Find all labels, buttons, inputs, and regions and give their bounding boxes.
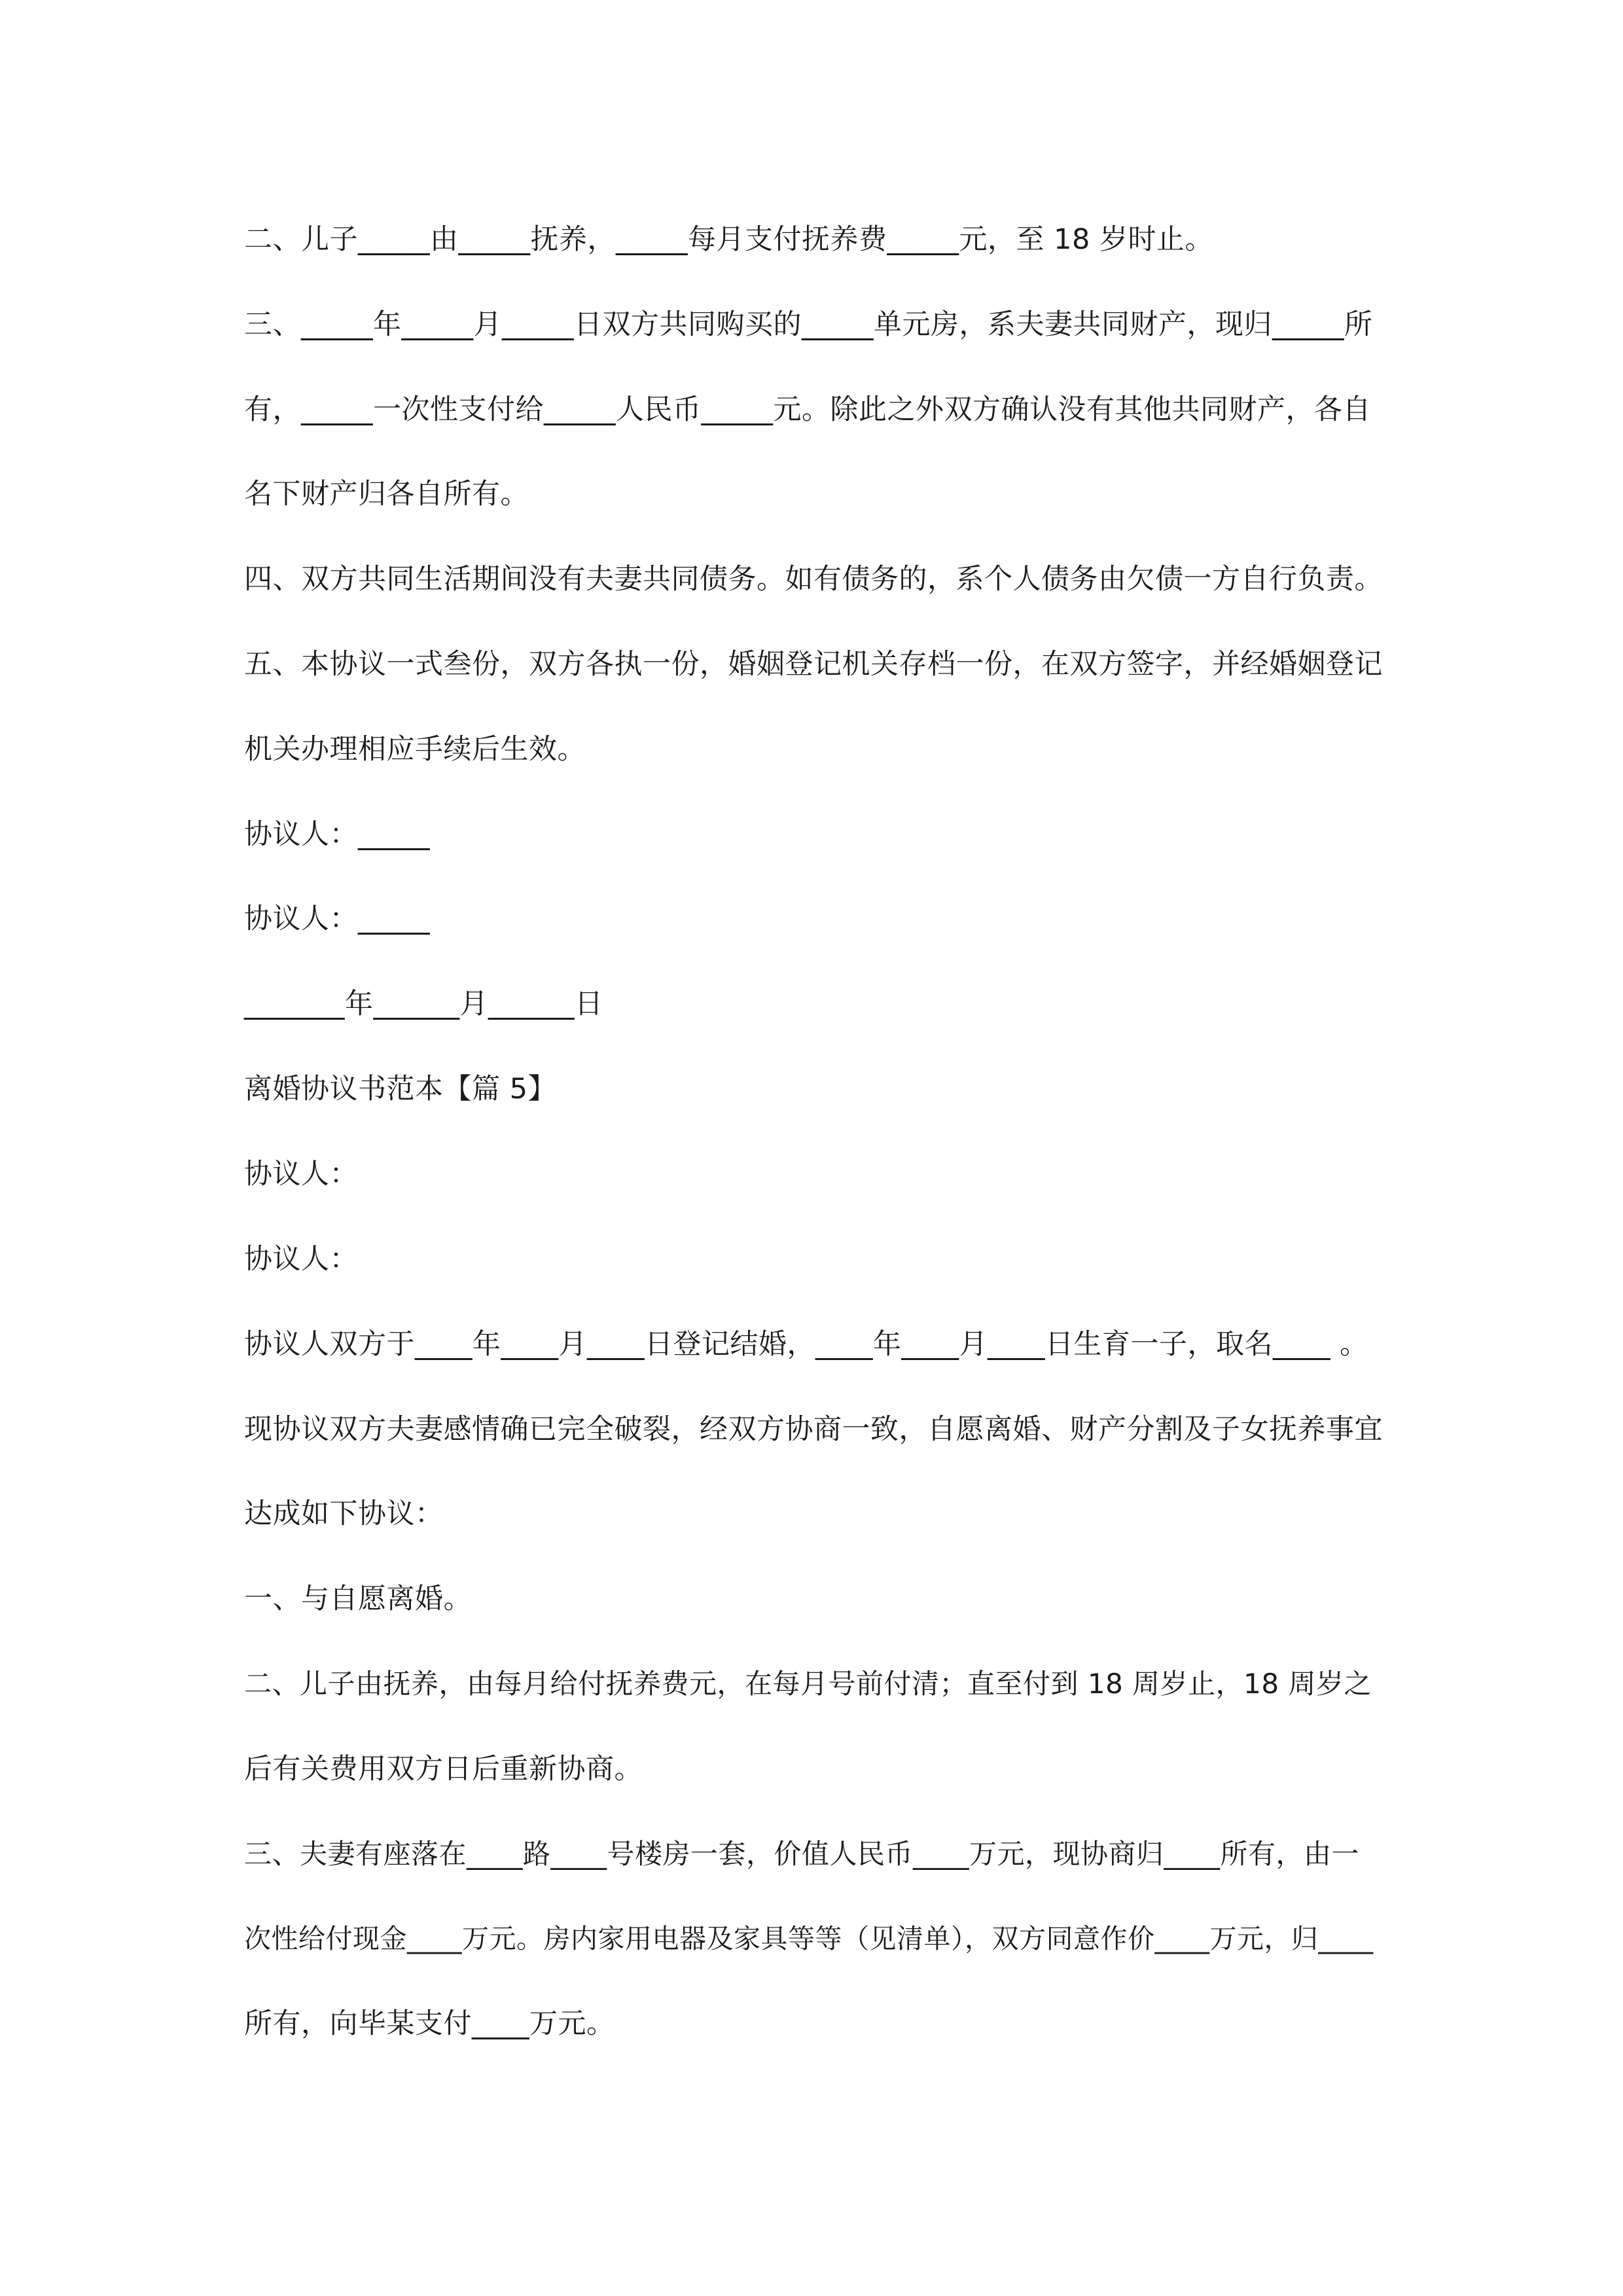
signing-date: _______年______月______日 <box>244 988 603 1020</box>
section-title: 离婚协议书范本【篇 5】 <box>244 1073 557 1105</box>
clause-3-house-line-2: 次性给付现金____万元。房内家用电器及家具等等（见清单），双方同意作价____万元，归____ <box>244 1923 1374 1954</box>
clause-3-property-line-3: 名下财产归各自所有。 <box>244 478 529 511</box>
clause-5-copies-line-2: 机关办理相应手续后生效。 <box>244 733 586 766</box>
preamble-line-2: 现协议双方夫妻感情确已完全破裂，经双方协商一致，自愿离婚、财产分割及子女抚养事宜 <box>244 1413 1383 1446</box>
clause-2-custody: 二、儿子_____由_____抚养，_____每月支付抚养费_____元，至 18 岁时止。 <box>244 223 1214 256</box>
preamble-line-1: 协议人双方于____年____月____日登记结婚，____年____月____日生育一子，取名____ 。 <box>244 1328 1368 1361</box>
clause-4-debt: 四、双方共同生活期间没有夫妻共同债务。如有债务的，系个人债务由欠债一方自行负责。 <box>244 563 1383 596</box>
preamble-line-3: 达成如下协议： <box>244 1498 444 1530</box>
clause-2-support-line-2: 后有关费用双方日后重新协商。 <box>244 1753 643 1785</box>
party-1: 协议人： <box>244 1158 358 1191</box>
signatory-1: 协议人：_____ <box>244 818 430 851</box>
signatory-2: 协议人：_____ <box>244 903 430 935</box>
clause-3-property-line-1: 三、_____年_____月_____日双方共同购买的_____单元房，系夫妻共同财产，现归_____所 <box>244 308 1373 341</box>
clause-5-copies-line-1: 五、本协议一式叁份，双方各执一份，婚姻登记机关存档一份，在双方签字，并经婚姻登记 <box>244 648 1383 681</box>
clause-2-support-line-1: 二、儿子由抚养，由每月给付抚养费元，在每月号前付清；直至付到 18 周岁止，18 周岁之 <box>244 1668 1372 1700</box>
party-2: 协议人： <box>244 1243 358 1276</box>
clause-1-divorce: 一、与自愿离婚。 <box>244 1583 472 1615</box>
clause-3-house-line-1: 三、夫妻有座落在____路____号楼房一套，价值人民币____万元，现协商归____所有，由一 <box>244 1838 1360 1870</box>
clause-3-property-line-2: 有，_____一次性支付给_____人民币_____元。除此之外双方确认没有其他共同财产，各自 <box>244 393 1371 426</box>
clause-3-house-line-3: 所有，向毕某支付____万元。 <box>244 2007 615 2040</box>
